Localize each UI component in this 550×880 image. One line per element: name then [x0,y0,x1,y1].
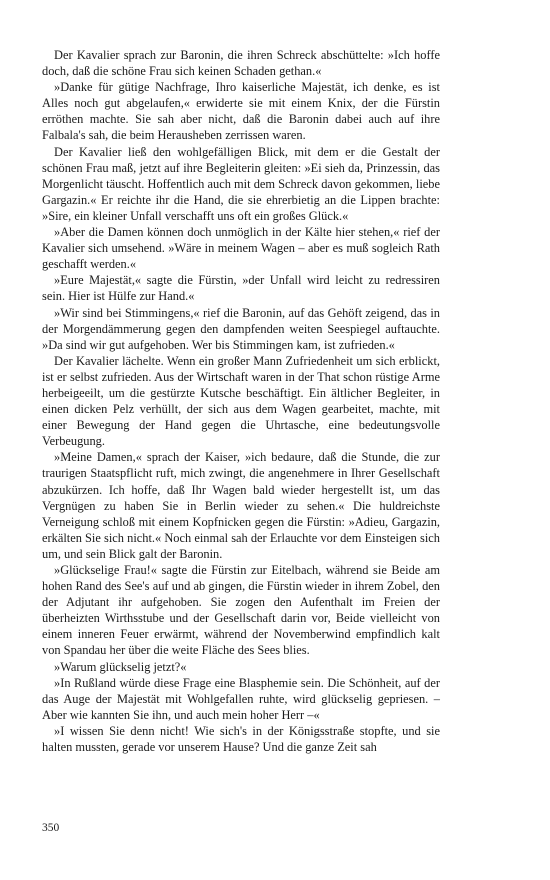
paragraph-2: »Danke für gütige Nachfrage, Ihro kaiserliche Majestät, ich denke, es ist Alles noch gut abgelaufen,« erwiderte sie mit einem Knix, der die Fürstin erröthen machte. Sie sah aber nicht, daß die Baronin dabei auch auf ihre Falbala's sah, die beim Herausheben zerrissen waren. [42,80,440,143]
paragraph-10: »Warum glückselig jetzt?« [54,659,187,674]
paragraph-1: Der Kavalier sprach zur Baronin, die ihren Schreck abschüttelte: »Ich hoffe doch, daß die schöne Frau sich keinen Schaden gethan.« [42,48,440,79]
page-number: 350 [42,822,60,834]
page-body [42,47,440,755]
paragraph-12: »I wissen Sie denn nicht! Wie sich's in der Königsstraße stopfte, und sie halten mussten, gerade vor unserem Hause? Und die ganze Zeit sah [42,723,440,755]
paragraph-4: »Aber die Damen können doch unmöglich in der Kälte hier stehen,« rief der Kavalier sich umsehend. »Wäre in meinem Wagen – aber es muß sogleich Rath geschafft werden.« [42,225,440,272]
paragraph-11: »In Rußland würde diese Frage eine Blasphemie sein. Die Schönheit, auf der das Auge der Majestät mit Wohlgefallen ruhte, wird glückselig gepriesen. – Aber wie kannten Sie ihn, und auch mein hoher Herr –« [42,675,440,722]
paragraph-9: »Glückselige Frau!« sagte die Fürstin zur Eitelbach, während sie Beide am hohen Rand des See's auf und ab gingen, die Fürstin wieder in ihrem Zobel, den der Adjutant ihr aufgehoben. Sie zogen den Aufenthalt im Freien der überheizten Wirthsstube und der Gesellschaft darin vor, Beide vielleicht von einem inneren Feuer erwärmt, während der Novemberwind empfindlich kalt von Spandau her über die weite Fläche des Sees blies. [42,563,440,658]
paragraph-8: »Meine Damen,« sprach der Kaiser, »ich bedaure, daß die Stunde, die zur traurigen Staatspflicht ruft, mich zwingt, die angenehmere in Ihrer Gesellschaft abzukürzen. Ich hoffe, daß Ihr Wagen bald wieder hergestellt ist, um das Vergnügen zu haben Sie in Berlin wieder zu sehen.« Die huldreichste Verneigung schloß mit einem Kopfnicken gegen die Fürstin: »Adieu, Gargazin, erkälten Sie sich nicht.« Noch einmal sah der Erlauchte vor dem Einsteigen sich um, und sein Blick galt der Baronin. [42,450,440,561]
paragraph-7: Der Kavalier lächelte. Wenn ein großer Mann Zufriedenheit um sich erblickt, ist er selbst zufrieden. Aus der Wirtschaft waren in der That schon rüstige Arme herbeigeeilt, um die gestürzte Kutsche beschäftigt. Ein ältlicher Begleiter, in einen dicken Pelz verhüllt, der sich aus dem Wagen gearbeitet, machte, mit einer Bewegung der Hand gegen die Uhrtasche, eine bedeutungsvolle Verbeugung. [42,353,440,449]
paragraph-5: »Eure Majestät,« sagte die Fürstin, »der Unfall wird leicht zu redressiren sein. Hier ist Hülfe zur Hand.« [42,273,440,304]
paragraph-6: »Wir sind bei Stimmingens,« rief die Baronin, auf das Gehöft zeigend, das in der Morgendämmerung gegen den dampfenden weiten Seespiegel auftauchte. »Da sind wir gut aufgehoben. Wer bis Stimmingen kam, ist zufrieden.« [42,305,440,352]
paragraph-3: Der Kavalier ließ den wohlgefälligen Blick, mit dem er die Gestalt der schönen Frau maß, jetzt auf ihre Begleiterin gleiten: »Ei sieh da, Prinzessin, das Morgenlicht täuscht. Hoffentlich auch mit dem Schreck davon gekommen, liebe Gargazin.« Er reichte ihr die Hand, die sie ehrerbietig an die Lippen brachte: »Sire, ein kleiner Unfall verschafft uns oft ein großes Glück.« [42,144,440,223]
